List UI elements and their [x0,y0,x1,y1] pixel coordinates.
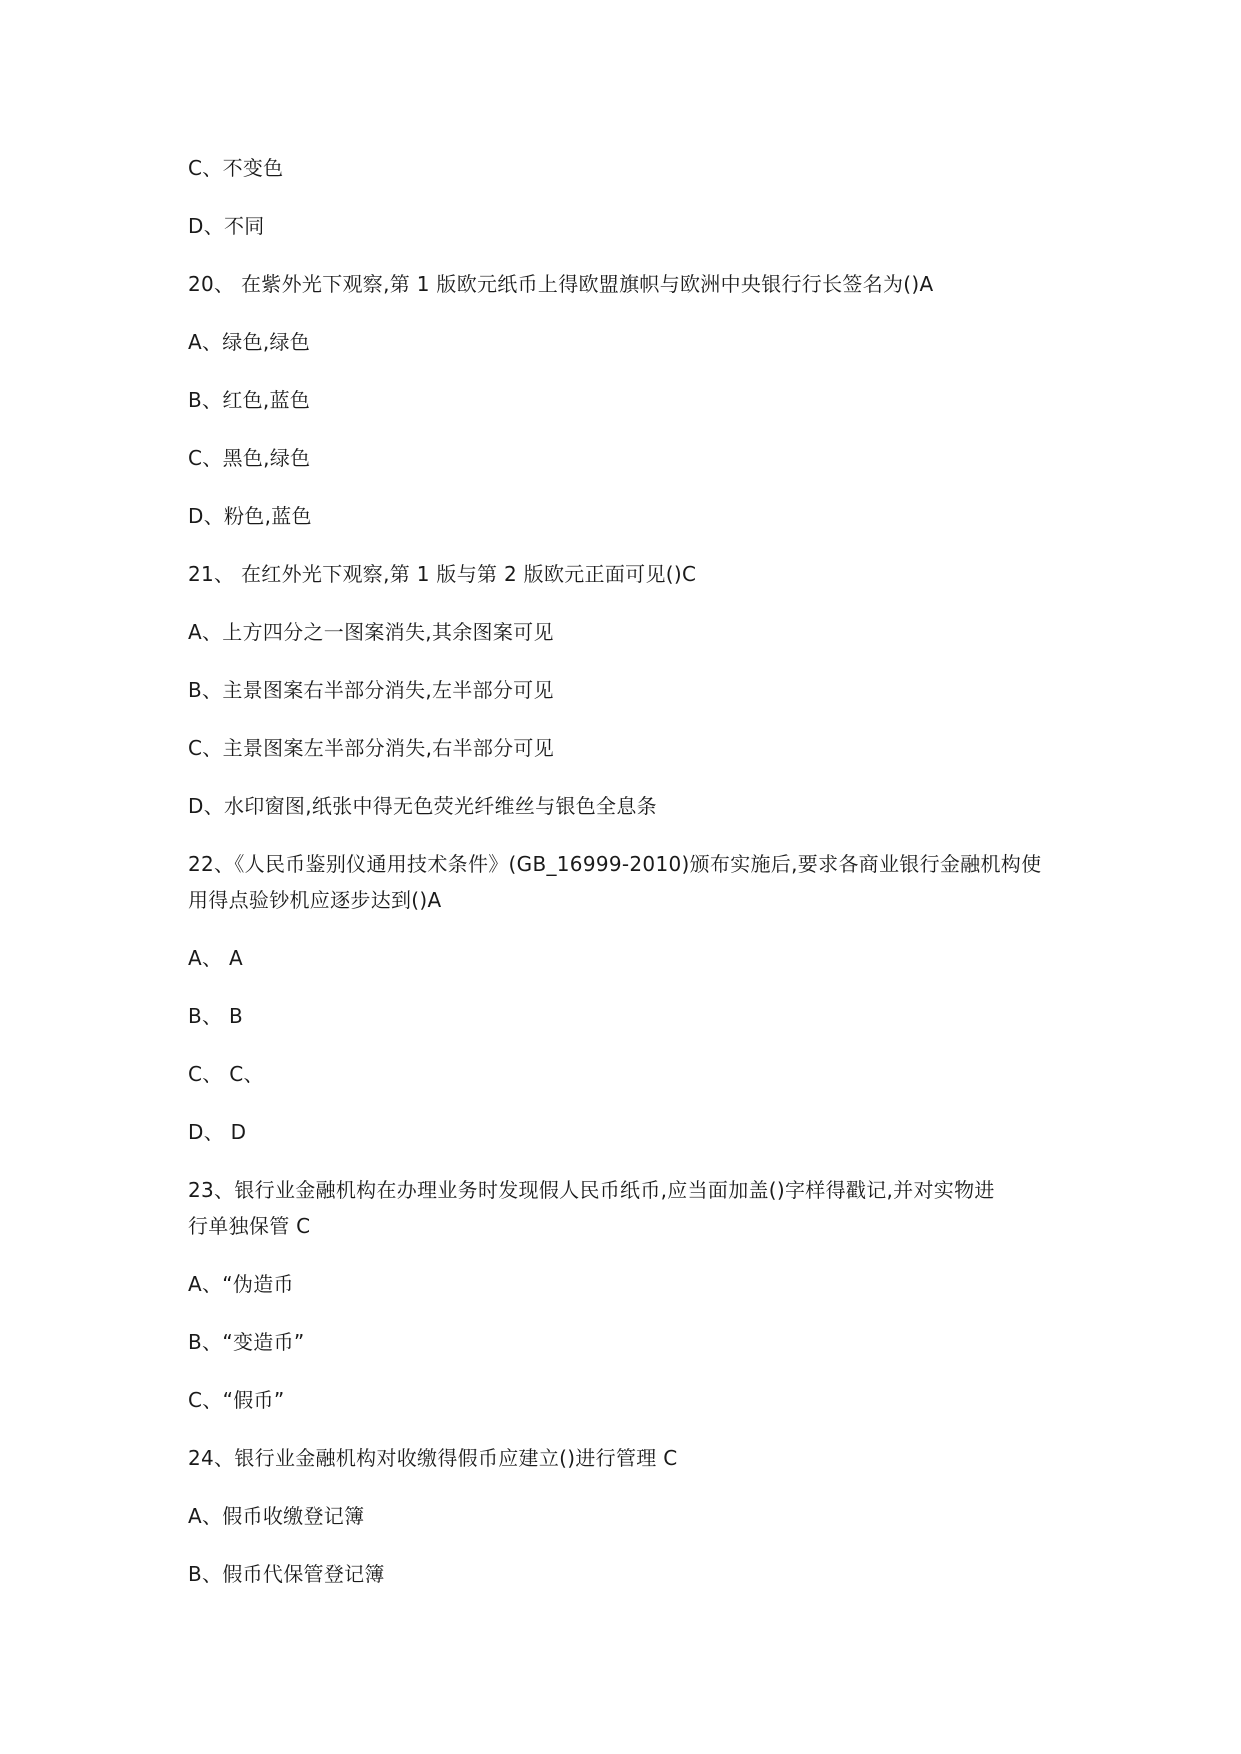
option-d: D、不同 [188,214,265,238]
q21-option-c: C、主景图案左半部分消失,右半部分可见 [188,736,555,760]
option-c: C、不变色 [188,156,284,180]
q24-option-b: B、假币代保管登记簿 [188,1562,385,1586]
q20-option-b: B、红色,蓝色 [188,388,311,412]
question-23-line-1: 23、银行业金融机构在办理业务时发现假人民币纸币,应当面加盖()字样得戳记,并对实物进 [188,1178,995,1202]
question-21: 21、 在红外光下观察,第 1 版与第 2 版欧元正面可见()C [188,562,697,586]
question-22-line-1: 22、《人民币鉴别仪通用技术条件》(GB_16999-2010)颁布实施后,要求各商业银行金融机构使 [188,852,1042,876]
q23-option-c: C、“假币” [188,1388,285,1412]
q23-option-a: A、“伪造币 [188,1272,294,1296]
q20-option-c: C、黑色,绿色 [188,446,311,470]
q20-option-d: D、粉色,蓝色 [188,504,312,528]
question-24: 24、银行业金融机构对收缴得假币应建立()进行管理 C [188,1446,678,1470]
question-22-line-2: 用得点验钞机应逐步达到()A [188,888,442,912]
q22-option-b: B、 B [188,1004,243,1028]
q22-option-c: C、 C、 [188,1062,264,1086]
question-23-line-2: 行单独保管 C [188,1214,311,1238]
q23-option-b: B、“变造币” [188,1330,305,1354]
q24-option-a: A、假币收缴登记簿 [188,1504,365,1528]
q20-option-a: A、绿色,绿色 [188,330,311,354]
q22-option-d: D、 D [188,1120,247,1144]
q21-option-b: B、主景图案右半部分消失,左半部分可见 [188,678,554,702]
q22-option-a: A、 A [188,946,243,970]
question-20: 20、 在紫外光下观察,第 1 版欧元纸币上得欧盟旗帜与欧洲中央银行行长签名为()A [188,272,934,296]
q21-option-d: D、水印窗图,纸张中得无色荧光纤维丝与银色全息条 [188,794,657,818]
q21-option-a: A、上方四分之一图案消失,其余图案可见 [188,620,554,644]
